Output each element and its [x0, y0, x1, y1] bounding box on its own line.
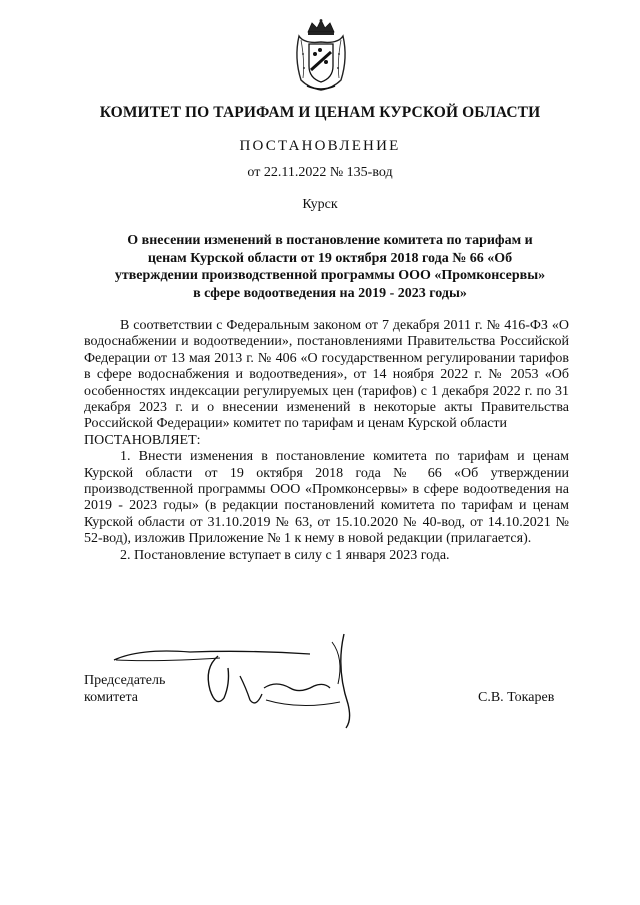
- preamble-paragraph: В соответствии с Федеральным законом от 7 декабря 2011 г. № 416-ФЗ «О водоснабжении и водоотведении», постановлениями Правительства Российской Федерации от 13 мая 2013 г. № 406 «О государственном регулировании тарифов в сфере водоснабжения и водоотведения», от 14 ноября 2022 г. № 2053 «Об особенностях индексации регулируемых цен (тарифов) с 1 декабря 2022 г. по 31 декабря 2023 г. и о внесении изменений в некоторые акты Правительства Российской Федерации» комитет по тарифам и ценам Курской области: [84, 318, 569, 432]
- signatory-position: [84, 673, 165, 706]
- document-type: ПОСТАНОВЛЕНИЕ: [239, 138, 401, 154]
- signatory-position-line-1: Председатель: [84, 673, 166, 688]
- coat-of-arms-icon: [293, 18, 349, 92]
- signatory-position-line-2: комитета: [84, 689, 139, 705]
- document-title: О внесении изменений в постановление комитета по тарифам и ценам Курской области от 19 октября 2018 года № 66 «Об утверждении производственной программы ООО «Промконсервы» в сфере водоотведения на 2019 - 2023 годы»: [114, 233, 546, 301]
- resolution-item-2: 2. Постановление вступает в силу с 1 января 2023 года.: [120, 547, 450, 563]
- committee-name: КОМИТЕТ ПО ТАРИФАМ И ЦЕНАМ КУРСКОЙ ОБЛАСТИ: [99, 104, 541, 121]
- document-body: [84, 318, 569, 564]
- resolution-item-1: 1. Внести изменения в постановление комитета по тарифам и ценам Курской области от 19 октября 2018 года № 66 «Об утверждении производственной программы ООО «Промконсервы» в сфере водоотведения на 2019 - 2023 годы» (в редакции постановлений комитета по тарифам и ценам Курской области от 31.10.2019 № 63, от 15.10.2020 № 40-вод, от 14.10.2021 № 52-вод), изложив Приложение № 1 к нему в новой редакции (прилагается).: [84, 449, 569, 547]
- signatory-name: С.В. Токарев: [478, 690, 555, 705]
- document-city: Курск: [302, 197, 338, 212]
- resolves-line: ПОСТАНОВЛЯЕТ:: [84, 432, 201, 448]
- document-date-number: от 22.11.2022 № 135-вод: [247, 165, 393, 180]
